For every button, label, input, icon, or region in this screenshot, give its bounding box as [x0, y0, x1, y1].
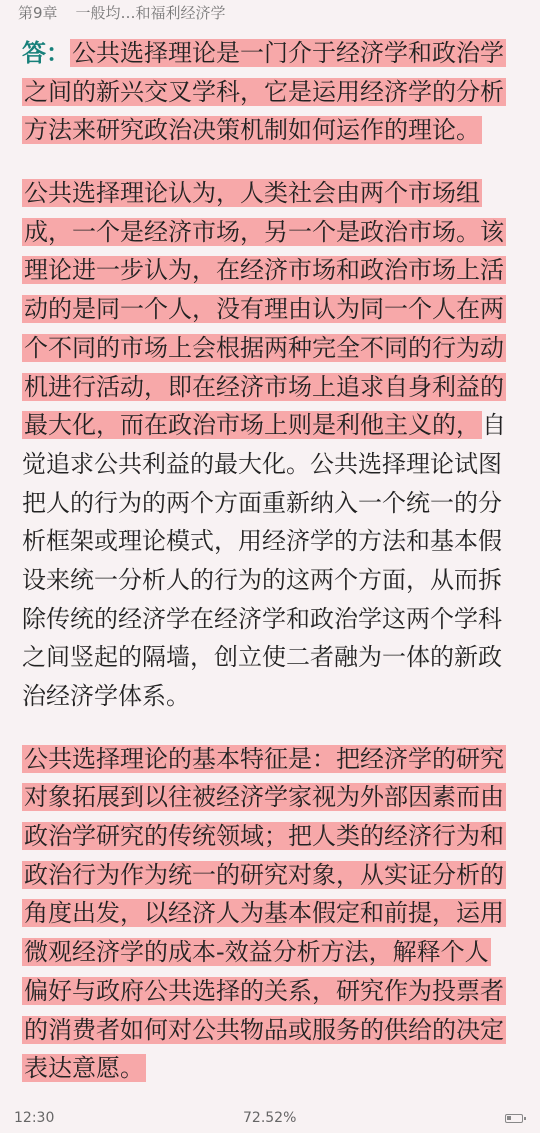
- text-line: [22, 213, 522, 252]
- text-line: [22, 856, 522, 895]
- highlighted-text[interactable]: 角度出发，以经济人为基本假定和前提，运用: [24, 899, 504, 928]
- text-line[interactable]: 除传统的经济学在经济学和政治学这两个学科: [22, 604, 502, 633]
- paragraph-2: [22, 174, 522, 716]
- highlighted-text[interactable]: 偏好与政府公共选择的关系，研究作为投票者: [24, 976, 504, 1005]
- battery-icon: [505, 1114, 523, 1123]
- highlighted-text[interactable]: 公共选择理论认为，人类社会由两个市场组: [24, 179, 480, 208]
- text-line[interactable]: 把人的行为的两个方面重新纳入一个统一的分: [22, 488, 502, 517]
- reading-content[interactable]: [22, 34, 522, 1088]
- text-line: [22, 73, 522, 112]
- highlighted-text[interactable]: 成，一个是经济市场，另一个是政治市场。该: [24, 217, 504, 246]
- text-line: [22, 894, 522, 933]
- text-line[interactable]: 觉追求公共利益的最大化。公共选择理论试图: [22, 449, 502, 478]
- text-line: [22, 740, 522, 779]
- highlighted-text[interactable]: 表达意愿。: [24, 1054, 144, 1083]
- text-line[interactable]: 之间竖起的隔墙，创立使二者融为一体的新政: [22, 643, 502, 672]
- text-line: [22, 290, 522, 329]
- text-line[interactable]: 设来统一分析人的行为的这两个方面，从而拆: [22, 565, 502, 594]
- highlighted-text[interactable]: 的消费者如何对公共物品或服务的供给的决定: [24, 1015, 504, 1044]
- text-line: [22, 1049, 522, 1088]
- paragraph-1: [22, 34, 522, 150]
- highlighted-text[interactable]: 最大化，而在政治市场上则是利他主义的，: [24, 411, 480, 440]
- text-line: [22, 778, 522, 817]
- highlighted-text[interactable]: 动的是同一个人，没有理由认为同一个人在两: [24, 295, 504, 324]
- reading-progress: 72.52%: [243, 1110, 297, 1126]
- clock-time: 12:30: [14, 1110, 55, 1126]
- highlighted-text[interactable]: 个不同的市场上会根据两种完全不同的行为动: [24, 333, 504, 362]
- text-line: [22, 34, 522, 73]
- reader-header: [18, 2, 226, 24]
- highlighted-text[interactable]: 对象拓展到以往被经济学家视为外部因素而由: [24, 783, 504, 812]
- text-line: [22, 329, 522, 368]
- highlighted-text[interactable]: 公共选择理论的基本特征是：把经济学的研究: [24, 744, 504, 773]
- highlighted-text[interactable]: 微观经济学的成本-效益分析方法，解释个人: [24, 938, 489, 967]
- text-line: [22, 406, 522, 445]
- highlighted-text[interactable]: 公共选择理论是一门介于经济学和政治学: [72, 39, 504, 67]
- highlighted-text[interactable]: 方法来研究政治决策机制如何运作的理论。: [24, 116, 480, 145]
- highlighted-text[interactable]: 政治行为作为统一的研究对象，从实证分析的: [24, 860, 504, 889]
- reader-footer: [0, 1106, 540, 1133]
- text-line: [22, 368, 522, 407]
- paragraph-3: [22, 740, 522, 1088]
- highlighted-text[interactable]: 之间的新兴交叉学科，它是运用经济学的分析: [24, 77, 504, 106]
- text-line[interactable]: 析框架或理论模式，用经济学的方法和基本假: [22, 527, 502, 556]
- highlighted-text[interactable]: 机进行活动，即在经济市场上追求自身利益的: [24, 372, 504, 401]
- text-line: [22, 111, 522, 150]
- plain-text[interactable]: 自: [482, 411, 506, 440]
- highlighted-text[interactable]: 理论进一步认为，在经济市场和政治市场上活: [24, 256, 504, 285]
- text-line: [22, 817, 522, 856]
- text-line[interactable]: 治经济学体系。: [22, 682, 190, 710]
- chapter-title: 一般均…和福利经济学: [75, 4, 226, 22]
- text-line: [22, 251, 522, 290]
- text-line: [22, 174, 522, 213]
- chapter-label: 第9章: [18, 4, 58, 22]
- battery-level: [507, 1116, 511, 1120]
- text-line: [22, 933, 522, 972]
- text-line: [22, 972, 522, 1011]
- highlighted-text[interactable]: 政治学研究的传统领域；把人类的经济行为和: [24, 822, 504, 851]
- answer-label: 答：: [22, 39, 70, 67]
- text-line: [22, 1011, 522, 1050]
